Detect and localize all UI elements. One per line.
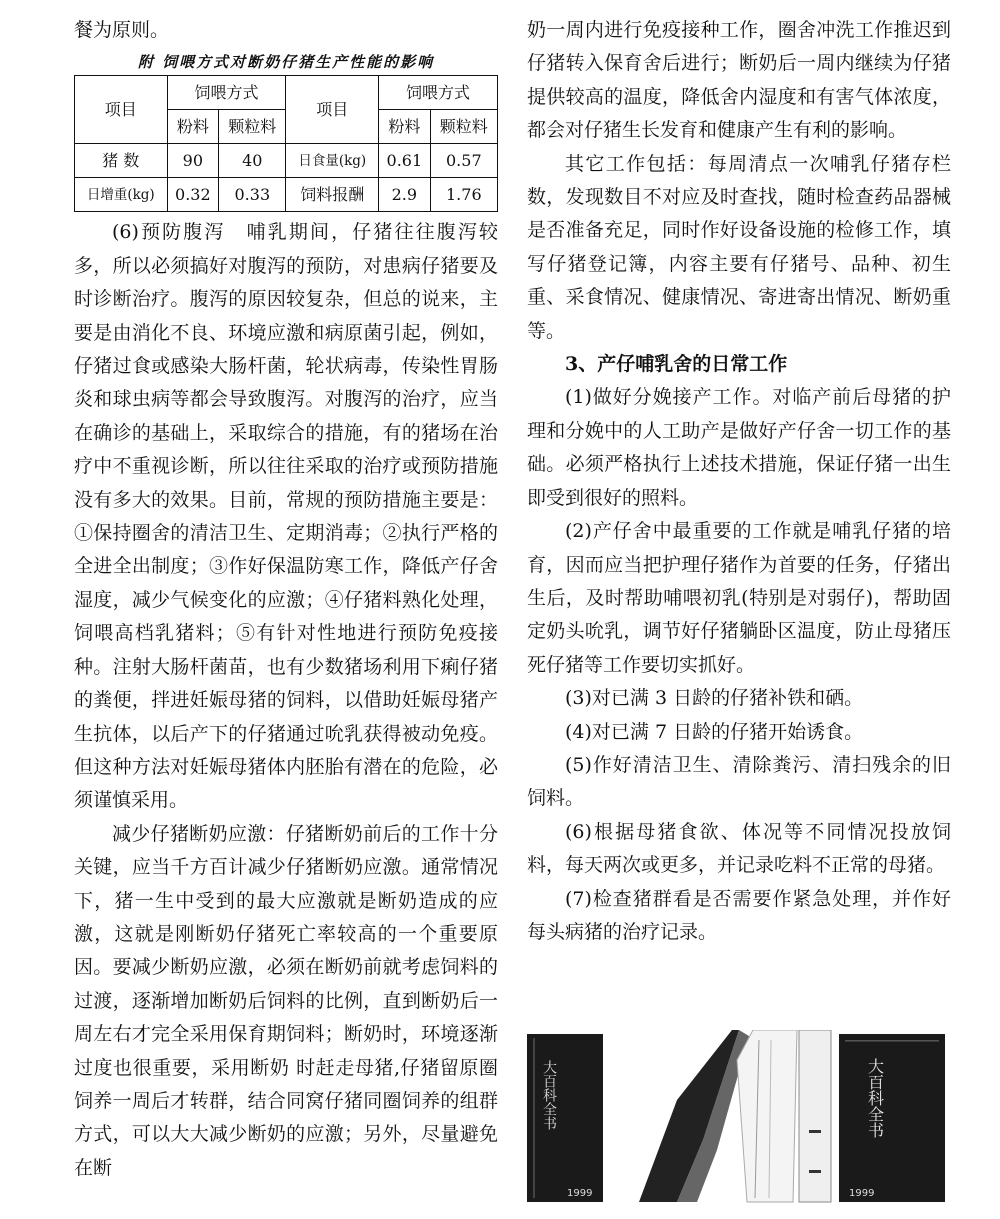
section-heading: 3、产仔哺乳舍的日常工作 (565, 353, 788, 376)
header-item: 项目 (75, 76, 168, 144)
top-line: 餐为原则。 (74, 19, 170, 41)
book-open-pages (737, 1030, 797, 1202)
books-photo (527, 1030, 951, 1206)
list-item: (4)对已满 7 日龄的仔猪开始诱食。 (565, 720, 864, 743)
header-powder-2: 粉料 (379, 110, 431, 144)
paragraph-other-work: 其它工作包括：每周清点一次哺乳仔猪存栏数，发现数目不对应及时查找，随时检查药品器械是否准备充足，同时作好设备设施的检修工作，填写仔猪登记簿，内容主要有仔猪号、品种、初生重、采食情况、健康情况、寄进寄出情况、断奶重等。 (527, 152, 951, 342)
book-right-line (845, 1040, 939, 1042)
book-white-mark (809, 1170, 821, 1173)
list-item: (6)根据母猪食欲、体况等不同情况投放饲料，每天两次或更多，并记录吃料不正常的母猪。 (527, 820, 951, 877)
book-white (799, 1030, 831, 1202)
table-cell: 0.32 (167, 178, 219, 212)
table-cell: 1.76 (430, 178, 497, 212)
list-item: (7)检查猪群看是否需要作紧急处理，并作好每头病猪的治疗记录。 (527, 887, 951, 943)
book-right-year: 1999 (849, 1188, 875, 1199)
book-right (839, 1034, 945, 1202)
table-cell: 2.9 (379, 178, 431, 212)
list-item: (5)作好清洁卫生、清除粪污、清扫残余的旧饲料。 (527, 753, 951, 810)
book-right-title: 大百科全书 (865, 1058, 885, 1138)
book-left-edge (533, 1038, 535, 1198)
header-item-2: 项目 (286, 76, 379, 144)
table-row (75, 144, 498, 178)
paragraph-weaning-stress: 减少仔猪断奶应激：仔猪断奶前后的工作十分关键，应当千方百计减少仔猪断奶应激。通常情况下，猪一生中受到的最大应激就是断奶造成的应激，这就是刚断奶仔猪死亡率较高的一个重要原因。要减少断奶应激，必须在断奶前就考虑饲料的过渡，逐渐增加断奶后饲料的比例，直到断奶后一周左右才完全采用保育期饲料；断奶时，环境逐渐过度也很重要，采用断奶 时赶走母猪,仔猪留原圈饲养一周后才转群，结合同窝仔猪同圈饲养的组群方式，可以大大减少断奶的应激；另外，尽量避免在断 (74, 822, 498, 1179)
table-cell: 猪 数 (75, 144, 168, 178)
list-item: (2)产仔舍中最重要的工作就是哺乳仔猪的培育，因而应当把护理仔猪作为首要的任务，仔猪出生后，及时帮助哺喂初乳(特别是对弱仔)，帮助固定奶头吮乳，调节好仔猪躺卧区温度，防止母猪压死仔猪等工作要切实抓好。 (527, 520, 951, 676)
list-item: (1)做好分娩接产工作。对临产前后母猪的护理和分娩中的人工助产是做好产仔舍一切工作的基础。必须严格执行上述技术措施，保证仔猪一出生即受到很好的照料。 (527, 386, 951, 509)
table-caption: 附 饲喂方式对断奶仔猪生产性能的影响 (137, 53, 435, 72)
table-cell: 0.57 (430, 144, 497, 178)
table-cell: 饲料报酬 (286, 178, 379, 212)
header-feeding-method: 饲喂方式 (167, 76, 286, 110)
table-cell: 0.33 (219, 178, 286, 212)
paragraph-continuation: 奶一周内进行免疫接种工作，圈舍冲洗工作推迟到仔猪转入保育舍后进行；断奶后一周内继续为仔猪提供较高的温度，降低舍内湿度和有害气体浓度，都会对仔猪生长发育和健康产生有利的影响。 (527, 19, 951, 142)
header-pellet: 颗粒料 (219, 110, 286, 144)
books-illustration (527, 1030, 951, 1206)
table-header-row (75, 76, 498, 110)
table-cell: 日食量(kg) (286, 144, 379, 178)
table-cell: 40 (219, 144, 286, 178)
paragraph-diarrhea: (6)预防腹泻 哺乳期间，仔猪往往腹泻较多，所以必须搞好对腹泻的预防，对患病仔猪要及时诊断治疗。腹泻的原因较复杂，但总的说来，主要是由消化不良、环境应激和病原菌引起，例如，仔猪过食或感染大肠杆菌，轮状病毒，传染性胃肠炎和球虫病等都会导致腹泻。对腹泻的治疗，应当在确诊的基础上，采取综合的措施，有的猪场在治疗中不重视诊断，所以往往采取的治疗或预防措施没有多大的效果。目前，常规的预防措施主要是：①保持圈舍的清洁卫生、定期消毒；②执行严格的全进全出制度；③作好保温防寒工作，降低产仔舍湿度，减少气候变化的应激；④仔猪料熟化处理，饲喂高档乳猪料；⑤有针对性地进行预防免疫接种。注射大肠杆菌苗，也有少数猪场利用下痢仔猪的粪便，拌进妊娠母猪的饲料，以借助妊娠母猪产生抗体，以后产下的仔猪通过吮乳获得被动免疫。但这种方法对妊娠母猪体内胚胎有潜在的危险，必须谨慎采用。 (74, 221, 498, 812)
header-feeding-method-2: 饲喂方式 (379, 76, 498, 110)
header-powder: 粉料 (167, 110, 219, 144)
feeding-table (74, 75, 498, 212)
book-left (527, 1034, 603, 1202)
book-white-mark (809, 1130, 821, 1133)
book-left-year: 1999 (567, 1188, 593, 1199)
header-pellet-2: 颗粒料 (430, 110, 497, 144)
left-column (74, 14, 498, 1185)
list-item: (3)对已满 3 日龄的仔猪补铁和硒。 (565, 687, 864, 710)
table-cell: 日增重(kg) (75, 178, 168, 212)
table-row (75, 178, 498, 212)
right-column (527, 14, 951, 949)
book-left-title: 大百科全书 (541, 1060, 557, 1130)
table-cell: 90 (167, 144, 219, 178)
table-cell: 0.61 (379, 144, 431, 178)
